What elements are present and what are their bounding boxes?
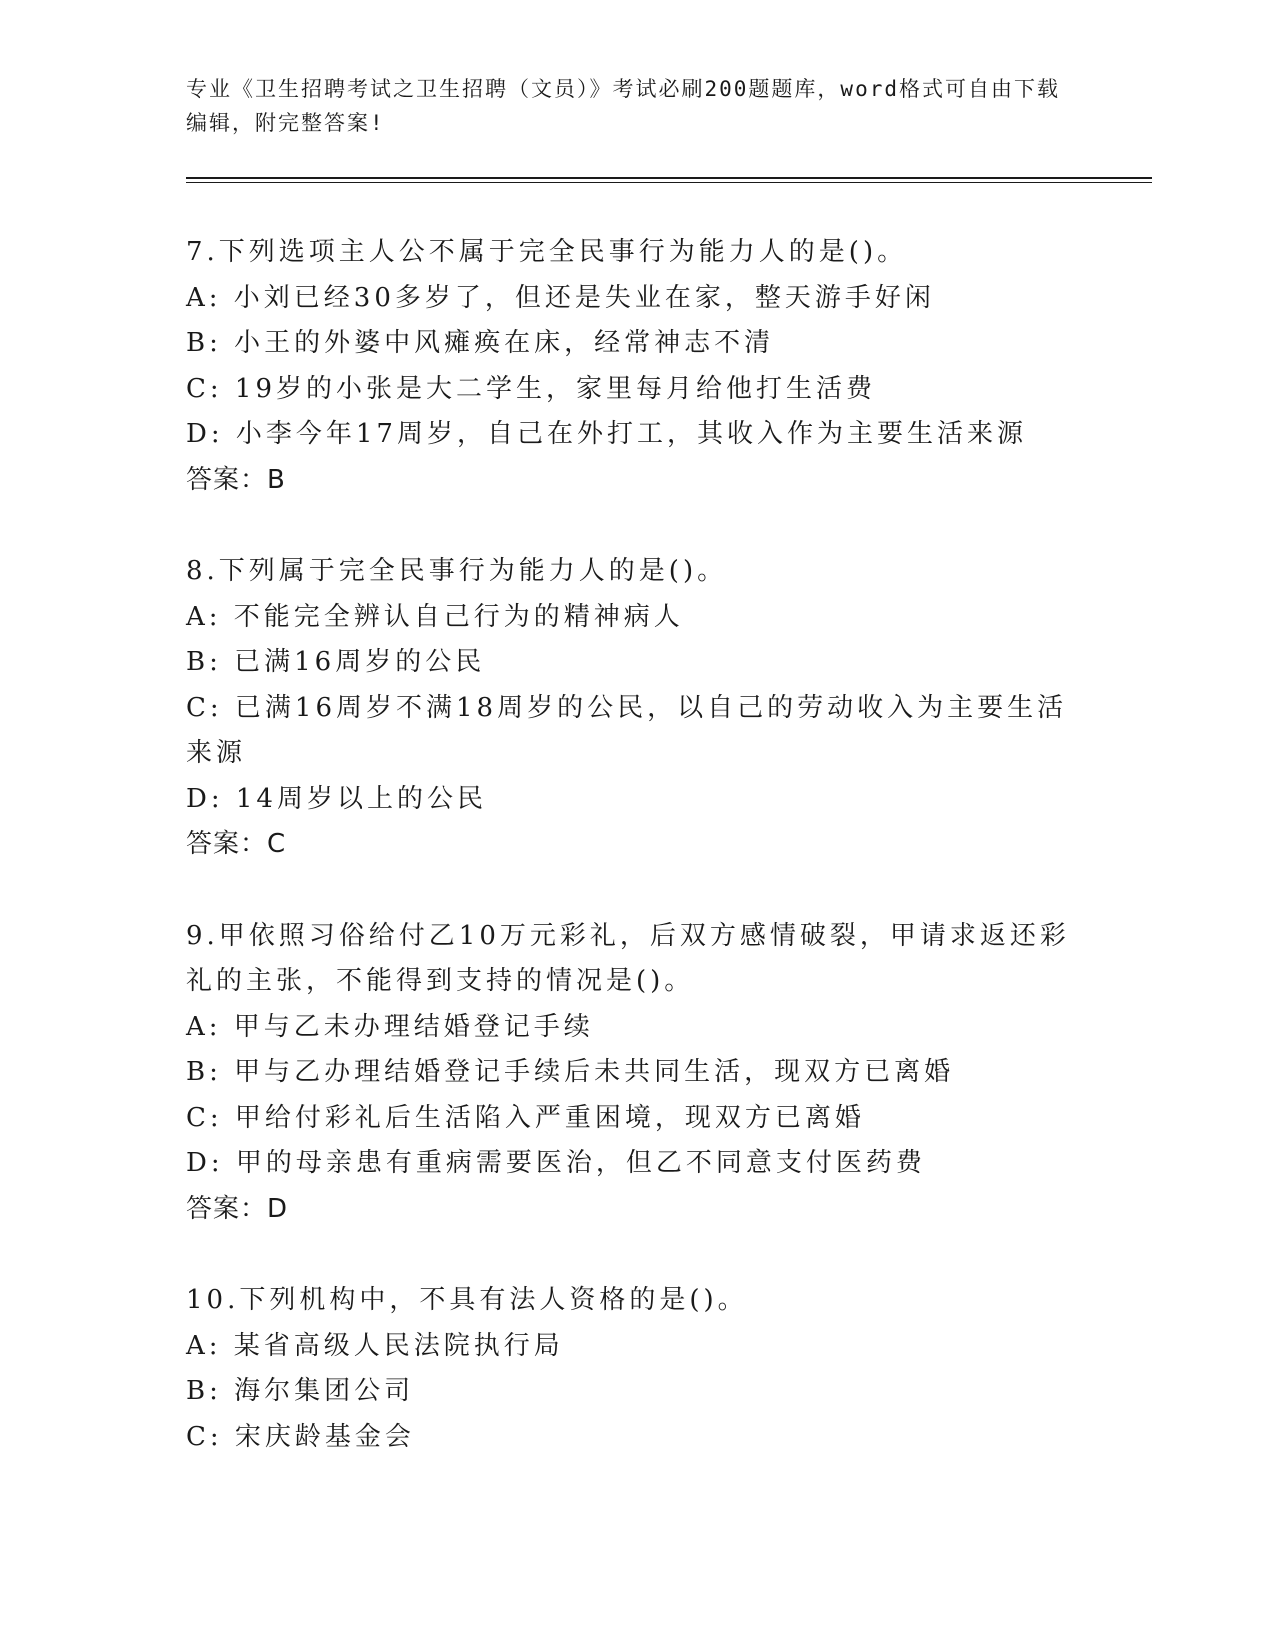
question-stem: 8.下列属于完全民事行为能力人的是()。 xyxy=(186,556,728,586)
question-9 xyxy=(186,914,1076,1233)
option-a: A: 小刘已经30多岁了，但还是失业在家，整天游手好闲 xyxy=(186,282,935,313)
question-stem: 9.甲依照习俗给付乙10万元彩礼，后双方感情破裂，甲请求返还彩礼的主张，不能得到支持的情况是()。 xyxy=(186,920,1070,996)
question-8 xyxy=(186,549,1076,868)
option-c: C: 19岁的小张是大二学生，家里每月给他打生活费 xyxy=(186,373,877,404)
question-7 xyxy=(186,230,1076,503)
answer: 答案：D xyxy=(186,1193,289,1224)
option-c: C: 已满16周岁不满18周岁的公民，以自己的劳动收入为主要生活来源 xyxy=(186,692,1068,768)
option-d: D: 甲的母亲患有重病需要医治，但乙不同意支付医药费 xyxy=(186,1148,926,1178)
option-c: C: 甲给付彩礼后生活陷入严重困境，现双方已离婚 xyxy=(186,1102,865,1133)
option-c: C: 宋庆龄基金会 xyxy=(186,1421,415,1452)
question-stem: 7.下列选项主人公不属于完全民事行为能力人的是()。 xyxy=(186,237,908,267)
question-list xyxy=(186,230,1076,1506)
option-b: B: 甲与乙办理结婚登记手续后未共同生活，现双方已离婚 xyxy=(186,1057,955,1087)
option-b: B: 小王的外婆中风瘫痪在床，经常神志不清 xyxy=(186,328,775,358)
answer: 答案：C xyxy=(186,829,287,859)
question-10 xyxy=(186,1278,1076,1460)
option-b: B: 已满16周岁的公民 xyxy=(186,647,486,677)
question-stem: 10.下列机构中，不具有法人资格的是()。 xyxy=(186,1285,748,1315)
header-rule-thick xyxy=(186,177,1152,179)
option-a: A: 某省高级人民法院执行局 xyxy=(186,1330,564,1361)
header-rule-thin xyxy=(186,182,1152,183)
option-b: B: 海尔集团公司 xyxy=(186,1376,415,1406)
option-d: D: 小李今年17周岁，自己在外打工，其收入作为主要生活来源 xyxy=(186,419,1027,449)
answer: 答案：B xyxy=(186,464,286,495)
page-header: 专业《卫生招聘考试之卫生招聘（文员）》考试必刷200题题库，word格式可自由下载编辑，附完整答案! xyxy=(186,77,1060,135)
option-a: A: 不能完全辨认自己行为的精神病人 xyxy=(186,601,684,632)
option-a: A: 甲与乙未办理结婚登记手续 xyxy=(186,1011,594,1042)
option-d: D: 14周岁以上的公民 xyxy=(186,783,487,814)
